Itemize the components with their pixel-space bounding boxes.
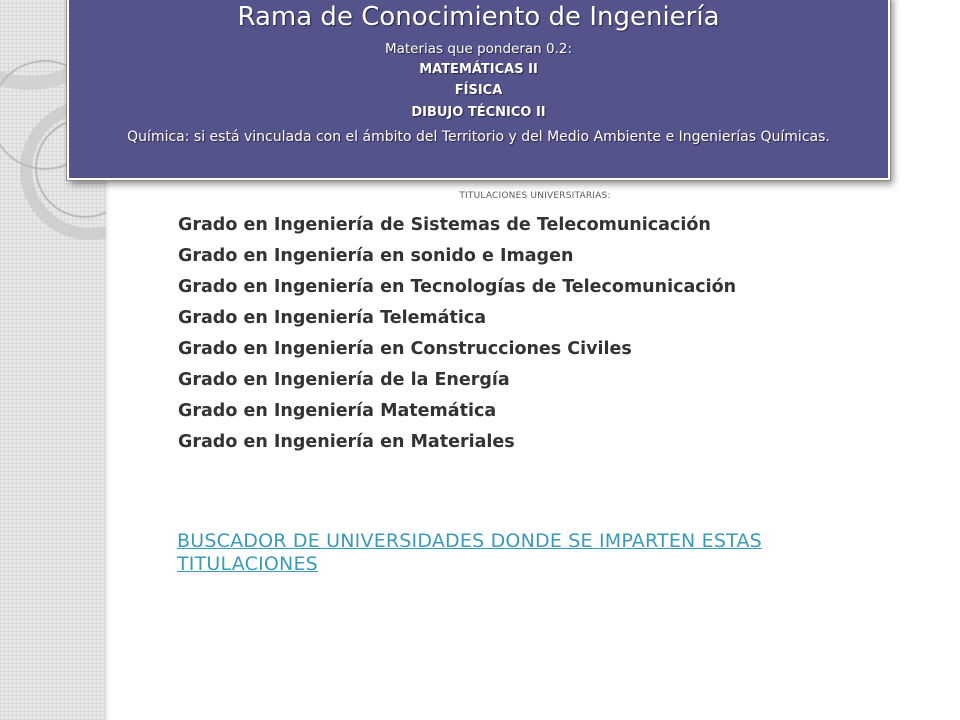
degrees-caption: TITULACIONES UNIVERSITARIAS:: [459, 191, 611, 201]
degree-item: Grado en Ingeniería de Sistemas de Telecomunicación: [178, 215, 711, 235]
degree-item: Grado en Ingeniería en Tecnologías de Telecomunicación: [178, 277, 737, 297]
degree-item: Grado en Ingeniería de la Energía: [178, 370, 510, 390]
degree-item: Grado en Ingeniería en sonido e Imagen: [178, 246, 574, 266]
weighting-subtitle: Materias que ponderan 0.2:: [384, 41, 573, 57]
subject-item: MATEMÁTICAS II: [419, 62, 538, 77]
degree-item: Grado en Ingeniería Matemática: [178, 401, 497, 421]
degree-item: Grado en Ingeniería en Construcciones Civiles: [178, 339, 632, 359]
subject-item: DIBUJO TÉCNICO II: [411, 105, 546, 120]
degree-item: Grado en Ingeniería Telemática: [178, 308, 487, 328]
subject-item: FÍSICA: [454, 83, 503, 98]
degree-list: [178, 210, 736, 458]
degree-item: Grado en Ingeniería en Materiales: [178, 432, 515, 452]
title-box: [67, 0, 890, 180]
university-search-link[interactable]: BUSCADOR DE UNIVERSIDADES DONDE SE IMPARTEN ESTAS TITULACIONES: [177, 530, 762, 575]
chemistry-note: Química: si está vinculada con el ámbito del Territorio y del Medio Ambiente e Ingenierías Químicas.: [127, 129, 830, 145]
slide-title: Rama de Conocimiento de Ingeniería: [237, 2, 720, 32]
